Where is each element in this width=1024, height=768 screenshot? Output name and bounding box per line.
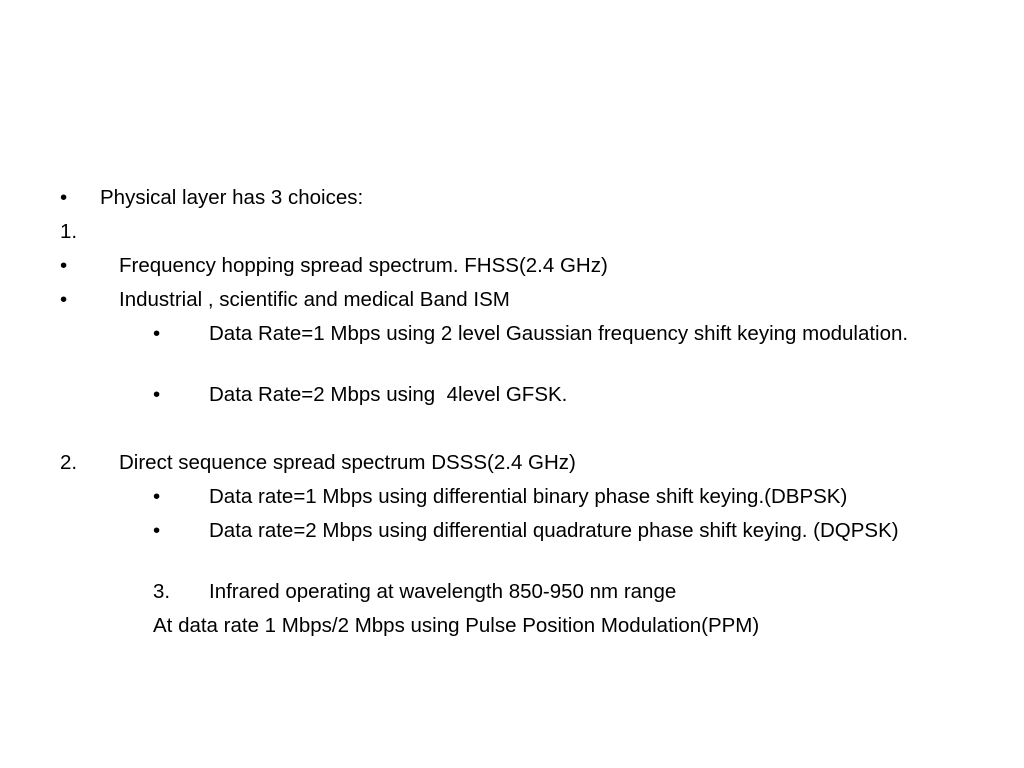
fhss-text: Frequency hopping spread spectrum. FHSS(2.4 GHz) [119, 254, 608, 277]
sub-bullet-marker: • [153, 322, 161, 345]
dsss-rate-2-text: Data rate=2 Mbps using differential quadrature phase shift keying. (DQPSK) [209, 519, 899, 542]
bullet-marker: • [60, 288, 68, 311]
ppm-text: At data rate 1 Mbps/2 Mbps using Pulse Position Modulation(PPM) [153, 614, 760, 637]
dsss-rate-1-text: Data rate=1 Mbps using differential binary phase shift keying.(DBPSK) [209, 485, 848, 508]
physical-layer-text: Physical layer has 3 choices: [100, 186, 364, 209]
fhss-rate-1-text: Data Rate=1 Mbps using 2 level Gaussian frequency shift keying modulation. [209, 322, 909, 345]
list-number-1: 1. [60, 220, 78, 243]
bullet-marker: • [60, 254, 68, 277]
list-number-3: 3. [153, 580, 171, 603]
fhss-rate-2-text: Data Rate=2 Mbps using 4level GFSK. [209, 383, 568, 406]
sub-bullet-marker: • [153, 383, 161, 406]
infrared-text: Infrared operating at wavelength 850-950 nm range [209, 580, 677, 603]
bullet-marker: • [60, 186, 68, 209]
sub-bullet-marker: • [153, 519, 161, 542]
ism-text: Industrial , scientific and medical Band ISM [119, 288, 510, 311]
sub-bullet-marker: • [153, 485, 161, 508]
dsss-text: Direct sequence spread spectrum DSSS(2.4 GHz) [119, 451, 576, 474]
list-number-2: 2. [60, 451, 78, 474]
